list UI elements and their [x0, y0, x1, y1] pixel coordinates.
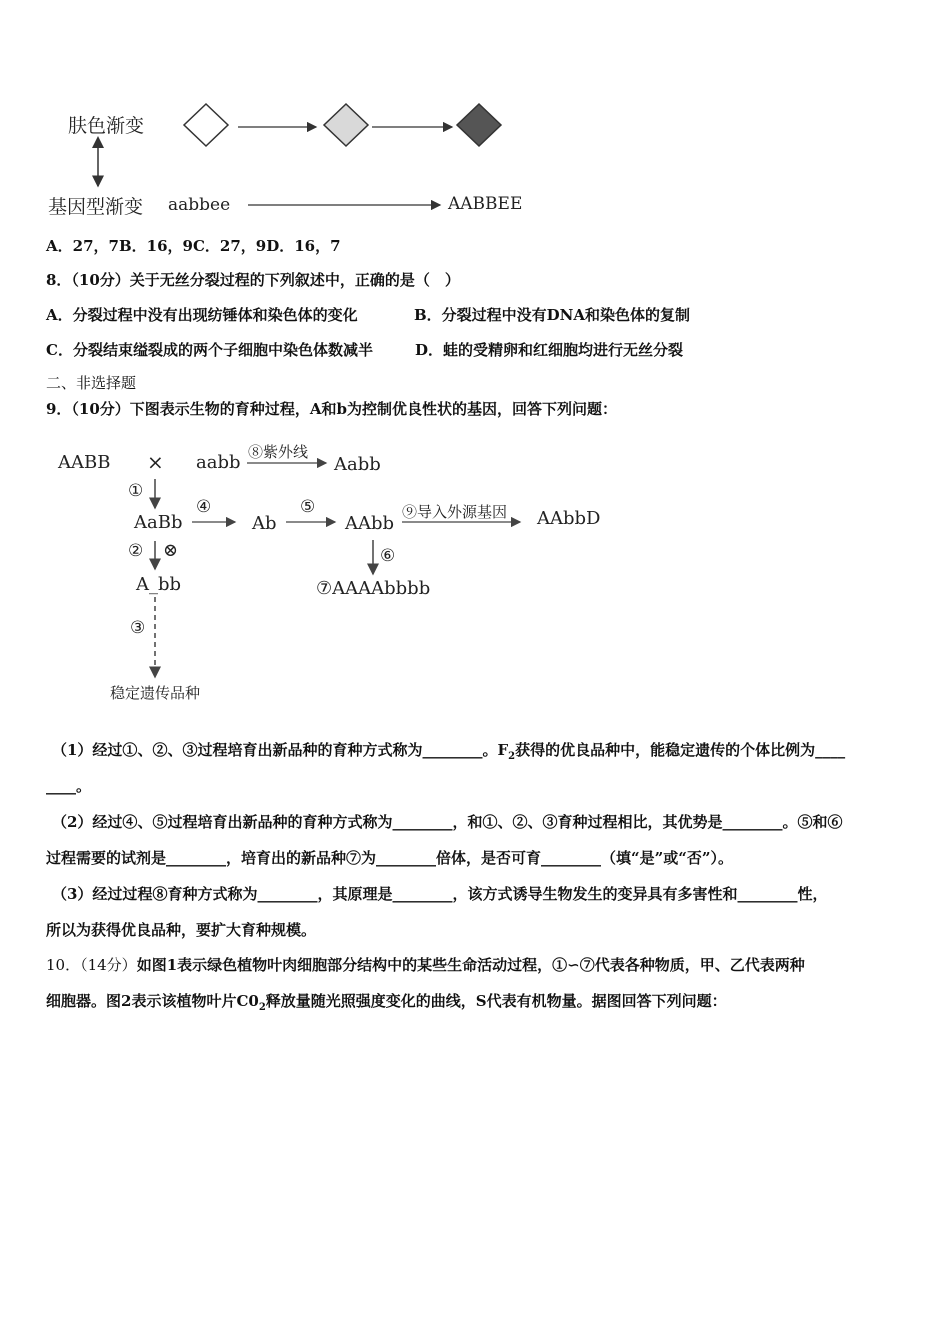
- q7-options: A．27，7B．16，9C．27，9D．16，7: [46, 237, 341, 255]
- step6-label: ⑥: [380, 546, 396, 566]
- q10-line2: [46, 991, 727, 1018]
- selfing-symbol: ⊗: [163, 540, 179, 561]
- q9-part2-line1: （2）经过④、⑤过程培育出新品种的育种方式称为________，和①、②、③育种过程相比，其优势是________。⑤和⑥: [52, 813, 843, 831]
- q9-part1-cont: ____。: [46, 777, 92, 795]
- cross-symbol: ×: [147, 450, 164, 474]
- parent-aabb-dominant: AABB: [58, 452, 111, 473]
- q8-option-a: A．分裂过程中没有出现纺锤体和染色体的变化: [46, 306, 358, 324]
- q10-number: 10．（14分）: [46, 956, 137, 974]
- q8-option-b: B．分裂过程中没有DNA和染色体的复制: [414, 306, 691, 324]
- q9-part1: [52, 740, 845, 767]
- skin-color-label: 肤色渐变: [68, 115, 145, 137]
- step1-label: ①: [128, 481, 144, 501]
- q10-line2-text-b: 释放量随光照强度变化的曲线，S代表有机物量。据图回答下列问题：: [265, 992, 727, 1010]
- q10-line1-text: 如图1表示绿色植物叶肉细胞部分结构中的某些生命活动过程，①∽⑦代表各种物质，甲、乙代表两种: [136, 956, 805, 974]
- genotype-end: AABBEE: [448, 194, 523, 214]
- q9-part2-line2: 过程需要的试剂是________，培育出的新品种⑦为________倍体，是否可育________（填“是”或“否”）。: [46, 849, 734, 867]
- step2-label: ②: [128, 541, 144, 561]
- tetraploid-genotype: ⑦AAAAbbbb: [316, 578, 431, 599]
- genotype-start: aabbee: [168, 195, 231, 215]
- q9-part1-subscript: 2: [508, 751, 516, 762]
- step3-label: ③: [130, 618, 146, 638]
- step9-label: ⑨导入外源基因: [402, 503, 508, 521]
- q9-stem: 9．（10分）下图表示生物的育种过程，A和b为控制优良性状的基因，回答下列问题：: [46, 400, 617, 418]
- q9-part1-text-a: （1）经过①、②、③过程培育出新品种的育种方式称为________。F: [52, 741, 509, 759]
- q9-part3-line1: （3）经过过程⑧育种方式称为________，其原理是________，该方式诱导生物发生的变异具有多害性和________性，: [52, 885, 828, 903]
- parent-aabb-recessive: aabb: [196, 452, 241, 473]
- mutant-genotype: Aabb: [334, 454, 381, 475]
- step4-label: ④: [196, 497, 212, 517]
- f2-genotype: A_bb: [136, 574, 182, 595]
- q10-line2-subscript: 2: [258, 1002, 266, 1013]
- q8-option-c: C．分裂结束缢裂成的两个子细胞中染色体数减半: [46, 341, 373, 359]
- q10-line2-text-a: 细胞器。图2表示该植物叶片C0: [46, 992, 259, 1010]
- q9-part1-text-b: 获得的优良品种中，能稳定遗传的个体比例为____: [515, 741, 846, 759]
- stable-variety-label: 稳定遗传品种: [110, 684, 201, 702]
- step8-label: ⑧紫外线: [248, 443, 309, 461]
- genotype-label: 基因型渐变: [48, 196, 144, 218]
- q9-part3-line2: 所以为获得优良品种，要扩大育种规模。: [46, 921, 317, 939]
- haploid-genotype: Ab: [252, 513, 277, 534]
- transgenic-genotype: AAbbD: [537, 508, 601, 529]
- section-title: 二、非选择题: [46, 374, 137, 392]
- q8-option-d: D．蛙的受精卵和红细胞均进行无丝分裂: [415, 341, 684, 359]
- dihaploid-genotype: AAbb: [345, 513, 395, 534]
- f1-genotype: AaBb: [134, 512, 183, 533]
- q10-line1: [46, 955, 805, 975]
- step5-label: ⑤: [300, 497, 316, 517]
- q8-stem: 8．（10分）关于无丝分裂过程的下列叙述中，正确的是（ ）: [46, 271, 460, 289]
